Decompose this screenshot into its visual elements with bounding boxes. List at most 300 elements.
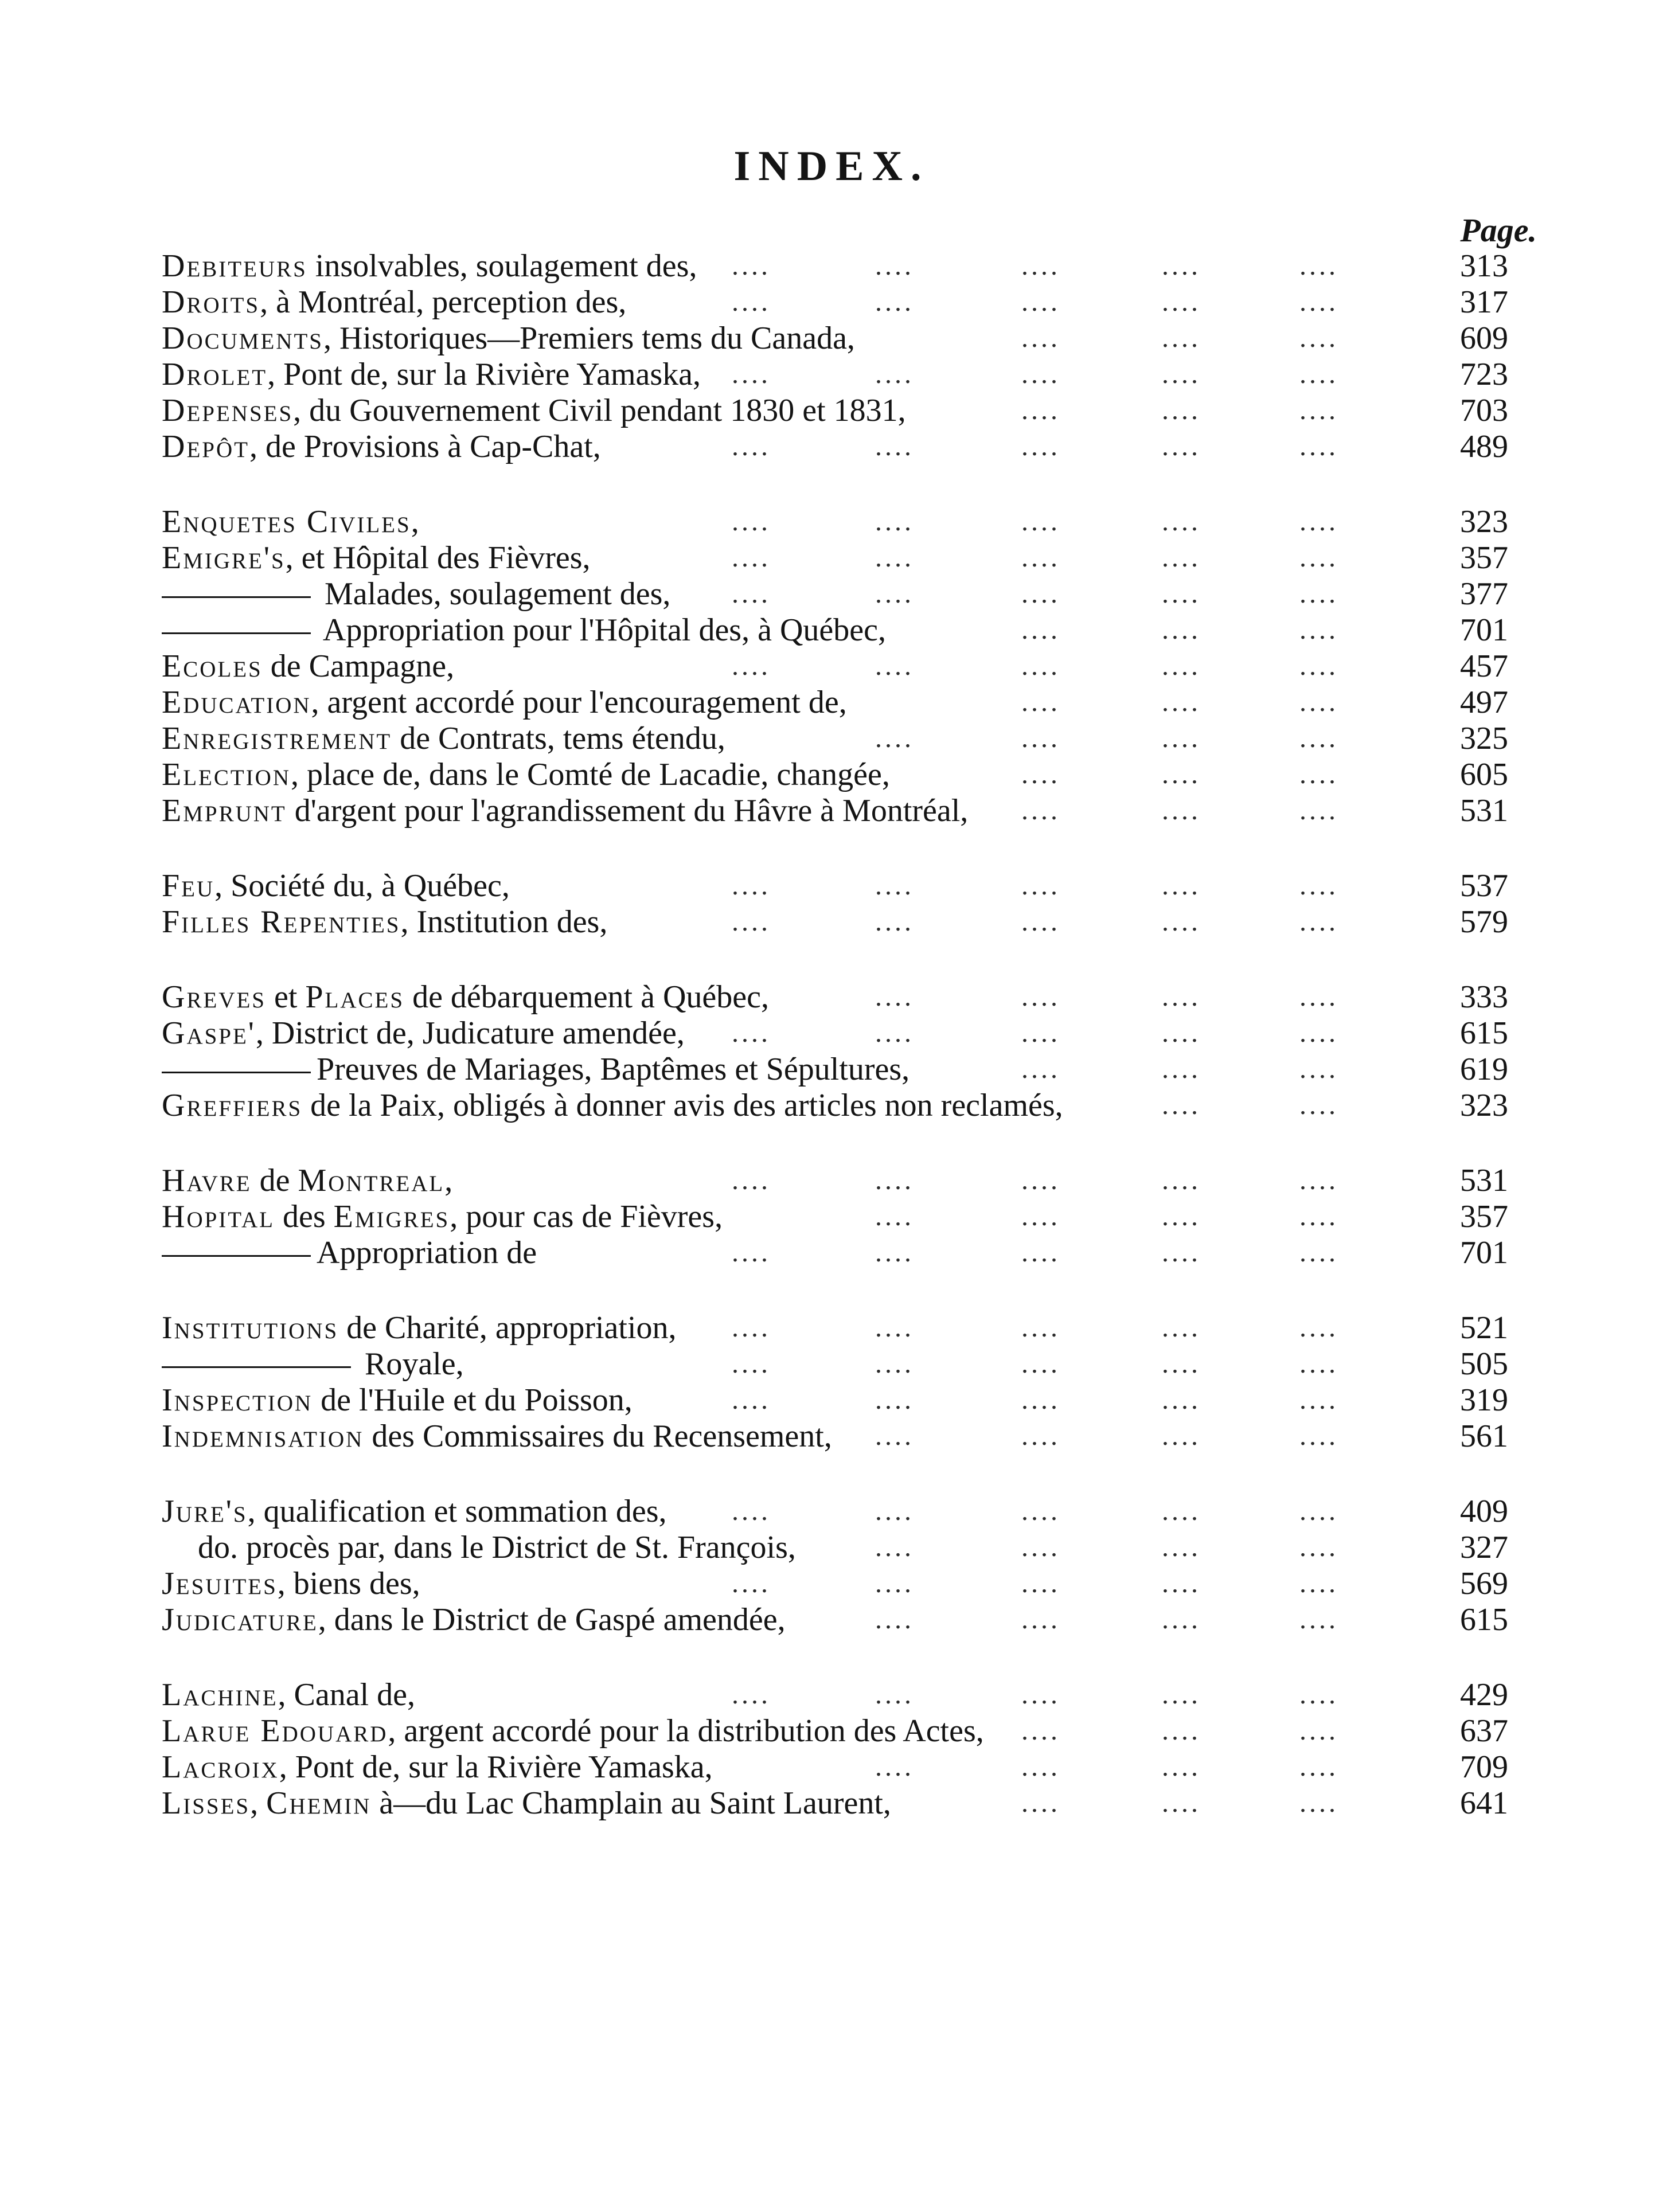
dot-leader: ....	[875, 1568, 914, 1599]
dot-leader: ....	[1162, 1312, 1201, 1343]
dot-leader: ....	[1021, 1312, 1060, 1343]
entry-description: , place de, dans le Comté de Lacadie, changée,	[291, 757, 890, 792]
entry-description: Preuves de Mariages, Baptêmes et Sépultures,	[317, 1052, 910, 1087]
entry-heading: Feu	[162, 868, 215, 904]
dot-leader: ....	[1299, 982, 1338, 1012]
dot-leader: ....	[1299, 723, 1338, 753]
dot-leader: ....	[1299, 542, 1338, 573]
entry-description: do. procès par, dans le District de St. François,	[198, 1530, 796, 1565]
index-entry	[0, 1600, 1663, 1639]
dot-leader: ....	[1299, 359, 1338, 389]
page-number: 333	[1460, 979, 1508, 1015]
entry-heading: Enquetes Civiles	[162, 504, 411, 540]
dot-leader: ....	[1299, 579, 1338, 609]
index-entry	[0, 1564, 1663, 1603]
dot-leader: ....	[732, 542, 771, 573]
entry-heading-secondary: Emigres	[333, 1199, 450, 1234]
entry-description-continued: ,	[444, 1163, 453, 1198]
dot-leader: ....	[1162, 687, 1201, 717]
dot-leader: ....	[875, 1385, 914, 1415]
dot-leaders	[0, 1492, 1663, 1531]
dot-leaders	[0, 1381, 1663, 1420]
dot-leader: ....	[1299, 1496, 1338, 1526]
entry-description: , biens des,	[277, 1566, 420, 1601]
dot-leader: ....	[1021, 1532, 1060, 1562]
index-entry	[0, 1711, 1663, 1750]
page-number: 313	[1460, 248, 1508, 284]
dot-leader: ....	[1299, 431, 1338, 462]
dot-leader: ....	[1162, 759, 1201, 790]
page-number: 489	[1460, 429, 1508, 464]
dot-leaders	[0, 1161, 1663, 1200]
entry-heading: Education	[162, 685, 311, 720]
dot-leader: ....	[1162, 651, 1201, 681]
entry-heading: Inspection	[162, 1382, 313, 1418]
dot-leader: ....	[1021, 1788, 1060, 1818]
index-entry	[0, 575, 1663, 613]
entry-description-continued: de débarquement à Québec,	[404, 979, 769, 1015]
index-entry	[0, 1492, 1663, 1531]
dot-leader: ....	[1162, 723, 1201, 753]
entry-heading: Larue Edouard	[162, 1713, 388, 1749]
entry-description: , Institution des,	[400, 904, 608, 940]
dot-leader: ....	[1299, 615, 1338, 645]
dot-leader: ....	[1021, 287, 1060, 317]
entry-heading-secondary: Places	[305, 979, 405, 1015]
page-number: 497	[1460, 685, 1508, 720]
entry-heading-secondary: Montreal	[298, 1163, 445, 1198]
entry-heading: Enregistrement	[162, 721, 392, 756]
entry-description: , Pont de, sur la Rivière Yamaska,	[267, 357, 701, 392]
index-entry	[0, 683, 1663, 722]
dot-leader: ....	[1299, 1018, 1338, 1048]
page-number: 357	[1460, 540, 1508, 576]
dot-leaders	[0, 1748, 1663, 1787]
dot-leader: ....	[1299, 1604, 1338, 1635]
page-number: 521	[1460, 1310, 1508, 1346]
dot-leader: ....	[875, 1349, 914, 1379]
index-entry	[0, 1014, 1663, 1053]
dot-leader: ....	[1021, 651, 1060, 681]
index-entry	[0, 1233, 1663, 1272]
dot-leader: ....	[875, 1201, 914, 1232]
dot-leader: ....	[875, 506, 914, 537]
dot-leaders	[0, 1417, 1663, 1456]
index-entry	[0, 755, 1663, 794]
dot-leader: ....	[1162, 1385, 1201, 1415]
entry-heading: Jesuites	[162, 1566, 278, 1601]
page-number: 703	[1460, 393, 1508, 428]
entry-heading: Ecoles	[162, 648, 263, 684]
page-number: 319	[1460, 1382, 1508, 1418]
dot-leader: ....	[1162, 1604, 1201, 1635]
entry-heading: Emigre's	[162, 540, 286, 576]
page-number: 505	[1460, 1346, 1508, 1382]
entry-description-continued: , pour cas de Fièvres,	[450, 1199, 723, 1234]
dot-leader: ....	[1021, 982, 1060, 1012]
dot-leaders	[0, 683, 1663, 722]
dot-leaders	[0, 247, 1663, 286]
dot-leader: ....	[1162, 1679, 1201, 1710]
entry-description: , Pont de, sur la Rivière Yamaska,	[279, 1749, 713, 1785]
page-number: 325	[1460, 721, 1508, 756]
entry-description: d'argent pour l'agrandissement du Hâvre à Montréal,	[286, 793, 969, 828]
dot-leader: ....	[1021, 579, 1060, 609]
dot-leader: ....	[1162, 1201, 1201, 1232]
entry-description: de Contrats, tems étendu,	[392, 721, 725, 756]
entry-heading: Droits	[162, 284, 260, 320]
index-title: INDEX.	[733, 143, 930, 190]
page-number: 561	[1460, 1418, 1508, 1454]
entry-description: de la Paix, obligés à donner avis des articles non reclamés,	[302, 1088, 1063, 1123]
index-entry	[0, 902, 1663, 941]
page-number: 457	[1460, 648, 1508, 684]
dot-leader: ....	[875, 1679, 914, 1710]
page-number: 641	[1460, 1785, 1508, 1821]
index-entry	[0, 1161, 1663, 1200]
dot-leader: ....	[1299, 1715, 1338, 1746]
dot-leader: ....	[1021, 906, 1060, 937]
entry-description: , Historiques—Premiers tems du Canada,	[323, 321, 855, 356]
index-entry	[0, 719, 1663, 758]
dot-leader: ....	[875, 1018, 914, 1048]
index-entry	[0, 611, 1663, 650]
dot-leader: ....	[1299, 1349, 1338, 1379]
index-entry	[0, 319, 1663, 358]
dot-leader: ....	[875, 870, 914, 901]
entry-description: , et Hôpital des Fièvres,	[285, 540, 591, 576]
entry-description: ,	[250, 1785, 267, 1821]
index-entry	[0, 1748, 1663, 1787]
dot-leader: ....	[1299, 1165, 1338, 1195]
page-number: 615	[1460, 1602, 1508, 1637]
dot-leader: ....	[732, 287, 771, 317]
index-entry	[0, 502, 1663, 541]
entry-description: de Charité, appropriation,	[338, 1310, 677, 1346]
dot-leader: ....	[1162, 287, 1201, 317]
page-number: 323	[1460, 1088, 1508, 1123]
entry-heading: Indemnisation	[162, 1418, 364, 1454]
dot-leaders	[0, 1308, 1663, 1347]
dot-leader: ....	[1021, 1496, 1060, 1526]
entry-heading: Documents	[162, 321, 323, 356]
dot-leader: ....	[1021, 1349, 1060, 1379]
dot-leader: ....	[1162, 1532, 1201, 1562]
dot-leader: ....	[1021, 723, 1060, 753]
entry-heading: Lachine	[162, 1677, 278, 1713]
dot-leader: ....	[1162, 323, 1201, 353]
dot-leader: ....	[1299, 759, 1338, 790]
dot-leader: ....	[732, 251, 771, 281]
page-number: 615	[1460, 1015, 1508, 1051]
dot-leader: ....	[1299, 1385, 1338, 1415]
dot-leader: ....	[1299, 323, 1338, 353]
dot-leader: ....	[1021, 395, 1060, 425]
dot-leaders	[0, 1345, 1663, 1384]
entry-description: , argent accordé pour l'encouragement de,	[311, 685, 847, 720]
entry-heading: Depenses	[162, 393, 294, 428]
index-entry	[0, 283, 1663, 322]
page-column-header: Page.	[1460, 212, 1537, 249]
dot-leaders	[0, 791, 1663, 830]
entry-heading: Lacroix	[162, 1749, 279, 1785]
dot-leaders	[0, 283, 1663, 322]
dot-leader: ....	[875, 1421, 914, 1451]
entry-heading: Election	[162, 757, 291, 792]
dot-leader: ....	[1021, 870, 1060, 901]
dot-leader: ....	[1299, 1752, 1338, 1782]
dot-leader: ....	[1162, 1054, 1201, 1084]
dot-leaders	[0, 1564, 1663, 1603]
entry-description: , qualification et sommation des,	[247, 1494, 667, 1529]
dot-leader: ....	[1021, 1201, 1060, 1232]
dot-leader: ....	[875, 251, 914, 281]
page-number: 327	[1460, 1530, 1508, 1565]
dot-leaders	[0, 1050, 1663, 1089]
page-number: 317	[1460, 284, 1508, 320]
dot-leader: ....	[1299, 1201, 1338, 1232]
dot-leader: ....	[875, 287, 914, 317]
dot-leader: ....	[1021, 542, 1060, 573]
entry-description: ,	[411, 504, 419, 540]
dot-leader: ....	[875, 723, 914, 753]
dot-leader: ....	[1162, 1788, 1201, 1818]
index-entry	[0, 1308, 1663, 1347]
dot-leader: ....	[1021, 506, 1060, 537]
dot-leader: ....	[1162, 395, 1201, 425]
index-entry	[0, 247, 1663, 286]
dot-leader: ....	[875, 1604, 914, 1635]
dot-leader: ....	[1299, 906, 1338, 937]
entry-heading: Havre	[162, 1163, 252, 1198]
dot-leaders	[0, 1675, 1663, 1714]
dot-leader: ....	[1162, 579, 1201, 609]
dot-leader: ....	[875, 1237, 914, 1268]
dot-leader: ....	[1162, 1421, 1201, 1451]
dot-leader: ....	[875, 982, 914, 1012]
dot-leader: ....	[1021, 1752, 1060, 1782]
dot-leader: ....	[1162, 615, 1201, 645]
dot-leader: ....	[1299, 1532, 1338, 1562]
dot-leaders	[0, 575, 1663, 613]
dot-leader: ....	[875, 1752, 914, 1782]
dot-leader: ....	[1162, 795, 1201, 826]
page-number: 531	[1460, 1163, 1508, 1198]
entry-description: de	[251, 1163, 298, 1198]
dot-leaders	[0, 1711, 1663, 1750]
entry-description: , à Montréal, perception des,	[260, 284, 627, 320]
dot-leaders	[0, 1600, 1663, 1639]
dot-leader: ....	[875, 1532, 914, 1562]
index-entry	[0, 978, 1663, 1017]
entry-description: , Canal de,	[278, 1677, 416, 1713]
dot-leader: ....	[732, 506, 771, 537]
entry-description: et	[266, 979, 306, 1015]
entry-heading: Gaspe'	[162, 1015, 256, 1051]
entry-description: Royale,	[357, 1346, 464, 1382]
dot-leaders	[0, 1528, 1663, 1567]
dot-leader: ....	[1299, 1054, 1338, 1084]
dot-leader: ....	[875, 579, 914, 609]
dot-leader: ....	[1162, 506, 1201, 537]
dot-leaders	[0, 1233, 1663, 1272]
dot-leader: ....	[1162, 1715, 1201, 1746]
index-entry	[0, 1381, 1663, 1420]
dot-leader: ....	[1021, 687, 1060, 717]
page-number: 537	[1460, 868, 1508, 904]
dot-leader: ....	[1021, 1018, 1060, 1048]
index-entry	[0, 791, 1663, 830]
dot-leader: ....	[1162, 1237, 1201, 1268]
dot-leader: ....	[1162, 251, 1201, 281]
entry-description: , argent accordé pour la distribution des Actes,	[388, 1713, 984, 1749]
dot-leader: ....	[1299, 1312, 1338, 1343]
dot-leaders	[0, 319, 1663, 358]
index-entry	[0, 647, 1663, 686]
page-number: 429	[1460, 1677, 1508, 1713]
index-entry	[0, 538, 1663, 577]
dot-leader: ....	[1299, 287, 1338, 317]
dot-leader: ....	[1021, 615, 1060, 645]
dot-leaders	[0, 719, 1663, 758]
index-entry	[0, 866, 1663, 905]
dot-leader: ....	[1162, 1165, 1201, 1195]
dot-leader: ....	[1299, 1568, 1338, 1599]
dot-leader: ....	[1162, 359, 1201, 389]
entry-description: Appropriation pour l'Hôpital des, à Québec,	[317, 612, 886, 648]
dot-leader: ....	[1162, 431, 1201, 462]
index-entry	[0, 1528, 1663, 1567]
entry-description: , Société du, à Québec,	[214, 868, 510, 904]
dot-leader: ....	[1162, 870, 1201, 901]
dot-leader: ....	[1162, 982, 1201, 1012]
entry-heading: Institutions	[162, 1310, 339, 1346]
dot-leaders	[0, 538, 1663, 577]
dot-leaders	[0, 1784, 1663, 1823]
dot-leader: ....	[732, 1496, 771, 1526]
entry-description: , de Provisions à Cap-Chat,	[249, 429, 601, 464]
entry-heading: Filles Repenties	[162, 904, 401, 940]
entry-description: de l'Huile et du Poisson,	[313, 1382, 633, 1418]
dot-leader: ....	[732, 359, 771, 389]
entry-description: , dans le District de Gaspé amendée,	[318, 1602, 786, 1637]
dot-leader: ....	[732, 1385, 771, 1415]
dot-leader: ....	[875, 359, 914, 389]
dot-leader: ....	[1299, 1090, 1338, 1120]
dot-leader: ....	[1299, 395, 1338, 425]
dot-leader: ....	[1162, 1018, 1201, 1048]
dot-leader: ....	[875, 1496, 914, 1526]
dot-leaders	[0, 355, 1663, 394]
dot-leader: ....	[1021, 1165, 1060, 1195]
dot-leader: ....	[1162, 1496, 1201, 1526]
dot-leader: ....	[875, 542, 914, 573]
page-number: 605	[1460, 757, 1508, 792]
dot-leader: ....	[1299, 506, 1338, 537]
dot-leader: ....	[875, 1312, 914, 1343]
dot-leader: ....	[1299, 1679, 1338, 1710]
dot-leader: ....	[1021, 795, 1060, 826]
dot-leader: ....	[1021, 323, 1060, 353]
dot-leader: ....	[732, 431, 771, 462]
dot-leaders	[0, 755, 1663, 794]
index-entry	[0, 1345, 1663, 1384]
dot-leader: ....	[1021, 1715, 1060, 1746]
entry-description: , District de, Judicature amendée,	[255, 1015, 685, 1051]
dot-leaders	[0, 902, 1663, 941]
index-entry	[0, 391, 1663, 430]
page-number: 377	[1460, 576, 1508, 612]
page-number: 357	[1460, 1199, 1508, 1234]
dot-leader: ....	[1021, 759, 1060, 790]
dot-leader: ....	[732, 1349, 771, 1379]
dot-leader: ....	[1021, 251, 1060, 281]
dot-leaders	[0, 1086, 1663, 1125]
entry-heading: Judicature	[162, 1602, 318, 1637]
entry-heading: Depôt	[162, 429, 249, 464]
dot-leader: ....	[1299, 1237, 1338, 1268]
entry-description: Malades, soulagement des,	[317, 576, 671, 612]
page-number: 323	[1460, 504, 1508, 540]
entry-description: de Campagne,	[262, 648, 455, 684]
dot-leader: ....	[875, 651, 914, 681]
dot-leader: ....	[1162, 1568, 1201, 1599]
index-entry	[0, 355, 1663, 394]
index-entry	[0, 1197, 1663, 1236]
entry-heading-secondary: Chemin	[266, 1785, 372, 1821]
dot-leaders	[0, 866, 1663, 905]
page-number: 531	[1460, 793, 1508, 828]
entry-heading: Jure's	[162, 1494, 248, 1529]
page-number: 709	[1460, 1749, 1508, 1785]
entry-heading: Debiteurs	[162, 248, 307, 284]
dot-leaders	[0, 1197, 1663, 1236]
entry-heading: Greves	[162, 979, 266, 1015]
dot-leader: ....	[1299, 870, 1338, 901]
index-entry	[0, 1784, 1663, 1823]
dot-leader: ....	[732, 579, 771, 609]
page-number: 619	[1460, 1052, 1508, 1087]
dot-leader: ....	[1162, 1349, 1201, 1379]
dot-leader: ....	[875, 431, 914, 462]
dot-leader: ....	[1021, 1679, 1060, 1710]
dot-leader: ....	[1162, 906, 1201, 937]
dot-leader: ....	[1299, 251, 1338, 281]
page-number: 579	[1460, 904, 1508, 940]
entry-description: , du Gouvernement Civil pendant 1830 et 1831,	[293, 393, 906, 428]
dot-leader: ....	[1021, 1568, 1060, 1599]
entry-description: des Commissaires du Recensement,	[364, 1418, 832, 1454]
entry-description: insolvables, soulagement des,	[307, 248, 697, 284]
dot-leader: ....	[875, 1165, 914, 1195]
dot-leader: ....	[875, 906, 914, 937]
dot-leaders	[0, 1014, 1663, 1053]
page-number: 723	[1460, 357, 1508, 392]
dot-leader: ....	[732, 906, 771, 937]
dot-leader: ....	[1021, 1237, 1060, 1268]
dot-leaders	[0, 391, 1663, 430]
dot-leaders	[0, 427, 1663, 466]
dot-leader: ....	[1299, 651, 1338, 681]
dot-leader: ....	[1299, 687, 1338, 717]
page-number: 637	[1460, 1713, 1508, 1749]
page-number: 409	[1460, 1494, 1508, 1529]
dot-leader: ....	[732, 1312, 771, 1343]
dot-leader: ....	[1162, 542, 1201, 573]
dot-leader: ....	[732, 1165, 771, 1195]
entry-description: Appropriation de	[317, 1235, 537, 1271]
dot-leader: ....	[1021, 1604, 1060, 1635]
